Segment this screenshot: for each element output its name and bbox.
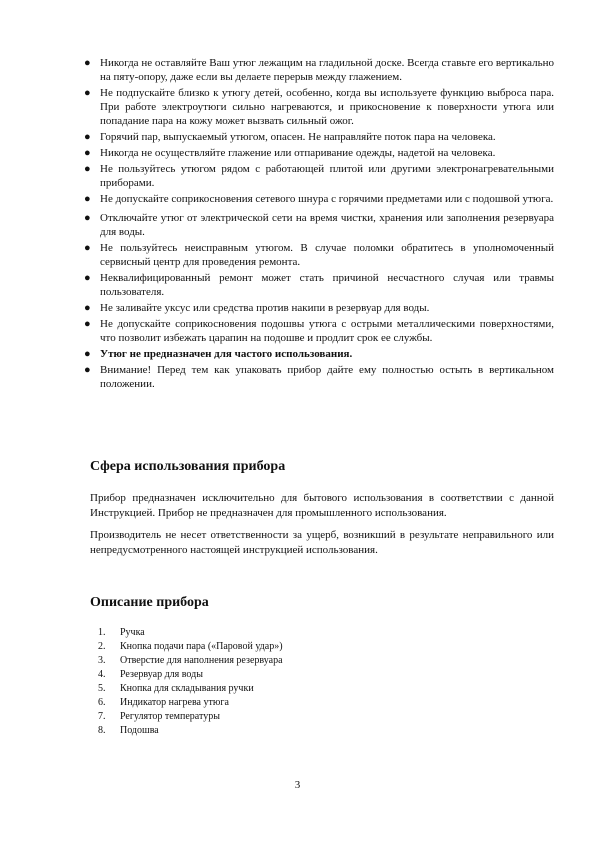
list-item: [84, 317, 554, 345]
list-number: 2.: [98, 641, 106, 652]
part-label: Отверстие для наполнения резервуара: [120, 655, 283, 666]
bullet-icon: ●: [84, 147, 91, 159]
part-label: Резервуар для воды: [120, 669, 203, 680]
list-item: [84, 130, 554, 144]
list-item: [98, 710, 398, 724]
part-label: Регулятор температуры: [120, 711, 220, 722]
bullet-text: Горячий пар, выпускаемый утюгом, опасен. Не направляйте поток пара на человека.: [100, 131, 496, 143]
list-number: 6.: [98, 697, 106, 708]
list-number: 1.: [98, 627, 106, 638]
bullet-icon: ●: [84, 242, 91, 254]
list-item: [84, 192, 554, 206]
part-label: Кнопка для складывания ручки: [120, 683, 254, 694]
list-item: [98, 640, 398, 654]
bullet-text: Утюг не предназначен для частого использования.: [100, 348, 353, 360]
bullet-icon: ●: [84, 163, 91, 175]
bullet-text: Никогда не оставляйте Ваш утюг лежащим на гладильной доске. Всегда ставьте его вертикально на пяту-опору, даже если вы делаете перерыв между глажением.: [100, 57, 554, 83]
bullet-icon: ●: [84, 87, 91, 99]
list-item: [98, 724, 398, 738]
bullet-text: Отключайте утюг от электрической сети на время чистки, хранения или заполнения резервуара для воды.: [100, 212, 554, 238]
bullet-text: Внимание! Перед тем как упаковать прибор дайте ему полностью остыть в вертикальном положении.: [100, 364, 554, 390]
list-number: 3.: [98, 655, 106, 666]
list-number: 5.: [98, 683, 106, 694]
part-label: Индикатор нагрева утюга: [120, 697, 229, 708]
bullet-icon: ●: [84, 212, 91, 224]
bullet-text: Не допускайте соприкосновения сетевого шнура с горячими предметами или с подошвой утюга.: [100, 193, 554, 205]
bullet-icon: ●: [84, 272, 91, 284]
list-item: [84, 363, 554, 391]
list-item: [84, 56, 554, 84]
list-item: [98, 626, 398, 640]
bullet-text: Неквалифицированный ремонт может стать причиной несчастного случая или травмы пользователя.: [100, 272, 554, 298]
bullet-text: Никогда не осуществляйте глажение или отпаривание одежды, надетой на человека.: [100, 147, 496, 159]
bullet-text: Не заливайте уксус или средства против накипи в резервуар для воды.: [100, 302, 430, 314]
bullet-icon: ●: [84, 318, 91, 330]
list-item: [84, 162, 554, 190]
safety-bullet-list: [84, 56, 554, 393]
bullet-icon: ●: [84, 348, 91, 360]
bullet-text: Не пользуйтесь утюгом рядом с работающей плитой или другими электронагревательными приборами.: [100, 163, 554, 189]
list-number: 7.: [98, 711, 106, 722]
page-number: 3: [294, 779, 301, 791]
part-label: Подошва: [120, 725, 159, 736]
bullet-text: Не подпускайте близко к утюгу детей, особенно, когда вы используете функцию выброса пара. При работе электроутюги сильно нагреваются, и прикосновение к поверхности утюга или попадание пара на кожу может вызвать сильный ожог.: [100, 87, 554, 127]
list-item: [84, 271, 554, 299]
bullet-icon: ●: [84, 193, 91, 205]
usage-paragraph: Прибор предназначен исключительно для бытового использования в соответствии с данной Инструкцией. Прибор не предназначен для промышленного использования.: [90, 492, 554, 519]
bullet-text: Не допускайте соприкосновения подошвы утюга с острыми металлическими поверхностями, что позволит избежать царапин на подошве и продлит срок ее службы.: [100, 318, 554, 344]
list-item: [84, 241, 554, 269]
list-item: [84, 347, 554, 361]
bullet-icon: ●: [84, 364, 91, 376]
list-item: [98, 668, 398, 682]
usage-section-title: Сфера использования прибора: [90, 459, 286, 474]
bullet-icon: ●: [84, 57, 91, 69]
bullet-text: Не пользуйтесь неисправным утюгом. В случае поломки обратитесь в уполномоченный сервисный центр для проведения ремонта.: [100, 242, 554, 268]
part-label: Ручка: [120, 627, 145, 638]
list-item: [98, 696, 398, 710]
bullet-icon: ●: [84, 131, 91, 143]
list-item: [84, 146, 554, 160]
description-section-title: Описание прибора: [90, 595, 209, 610]
bullet-icon: ●: [84, 302, 91, 314]
list-number: 8.: [98, 725, 106, 736]
parts-list: [98, 626, 398, 738]
list-item: [84, 86, 554, 128]
list-number: 4.: [98, 669, 106, 680]
list-item: [98, 682, 398, 696]
part-label: Кнопка подачи пара («Паровой удар»): [120, 641, 283, 652]
usage-paragraph: Производитель не несет ответственности за ущерб, возникший в результате неправильного или непредусмотренного настоящей инструкцией использования.: [90, 529, 554, 556]
list-item: [98, 654, 398, 668]
list-item: [84, 211, 554, 239]
list-item: [84, 301, 554, 315]
